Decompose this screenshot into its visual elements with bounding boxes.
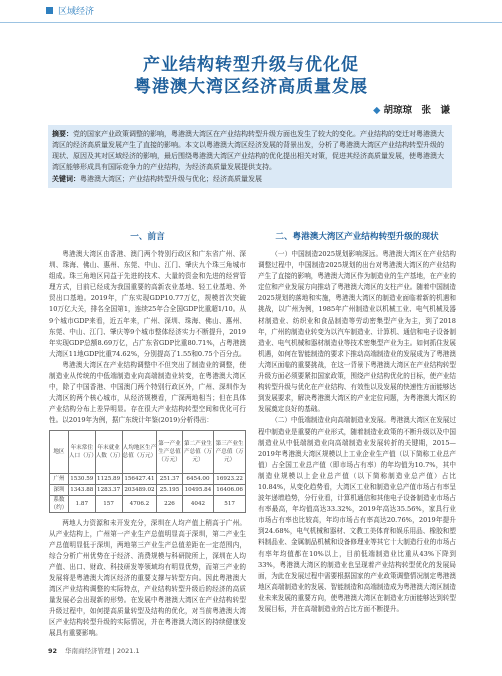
data-table (49, 430, 246, 513)
diamond-icon: ◆ (373, 105, 381, 116)
table-cell: 157 (95, 495, 122, 512)
article-title-line2: 粤港澳大湾区经济高质量发展 (134, 77, 368, 97)
page-number: 92 (48, 647, 58, 655)
left-column (49, 229, 246, 640)
table-row (50, 495, 246, 512)
author-names: 胡琼琼 张 谦 (383, 105, 450, 116)
table-cell: 6454.00 (182, 473, 214, 484)
abstract-box (48, 125, 452, 188)
table-cell: 4042 (182, 495, 214, 512)
table-cell: 203489.02 (122, 484, 157, 495)
article-title-line1: 产业结构转型升级与优化促 (143, 55, 359, 75)
right-column (258, 229, 456, 615)
section-marker (46, 7, 53, 14)
keywords-content: 粤港澳大湾区；产业结构转型升级与优化；经济高质量发展 (80, 175, 262, 183)
table-row (50, 484, 246, 495)
paragraph: （二）中低端制造业向高端制造业发展。粤港澳大湾区在发展过程中制造业是重要的产业形式，随着制造业政策的不断升级以及中国制造业从中低端制造业向高端制造业发展转折的关键期，2015—2019年粤港澳大湾区规模以上工业企业生产值（以下简称工业总产值）占全国工业总产值（即市场占有率）的年均值为10.7%，其中制造业规模以上企业总产值（以下简称制造业总产值）占比10.84%，从变化趋势看，大湾区工业和制造业总产值市场占有率呈波年递增趋势，分行业看，计算机通信和其他电子设备制造业市场占有率最高，年均值高达33.32%，2019年高达35.56%，家具行业市场占有率也比较高，年均市场占有率高达20.76%，2019年提升到24.68%，电气机械和器材、文教工美体育和娱乐用品、橡胶和塑料制品业、金属制品机械和设备修理业等其它十大制造行业的市场占有率年均值都在10%以上，目前低端制造业比重从43%下降到33%，粤港澳大湾区的制造业也呈现着产业结构转型优化的发展局面，为此在发展过程中需要根据国家的产业政策调整情况制定粤港澳地区高端制造业的发展、智能制造和高端制造成为粤港澳大湾区制造业未来发展的重要方向，使粤港澳大湾区在制造业方面能够达到转型发展目标，并在高端制造业的占比方面不断提升。 (258, 416, 456, 613)
table-cell: 1125.89 (95, 473, 122, 484)
table-cell: 156427.41 (122, 473, 157, 484)
abstract-label: 摘要： (52, 129, 73, 138)
table-cell: 16923.22 (214, 473, 246, 484)
keywords (52, 173, 448, 185)
paragraph: （一）中国制造2025规划影响深远。粤港澳大湾区在产业结构调整过程中，中国制造2025规划的出台对粤港澳大湾区的产业结构产生了直接的影响，粤港澳大湾区作为制造业的生产基地，在产业的定位和产业发展方向推动了粤港澳大湾区的支柱产业。随着中国制造2025规划的落地和实施，粤港澳大湾区的制造业面临着新的机遇和挑战，以广州为例，1985年广州制造业以机械工业、电气机械及器材制造业、纺织业和食品制造等劳动密集型产业为主，到了2018年，广州的制造业转变为以汽车制造业、计算机、通信和电子设备制造业、电气机械和器材制造业等技术密集型产业为主。如何抓住发展机遇，如何在智能制造的要求下推动高端制造业的发展成为了粤港澳大湾区面临的重要挑战，在这一背景下粤港澳大湾区在产业结构转型升级方面必须要紧扣国家政策，围绕产业结构优化的目标，使产业结构转型升级与优化在产业结构、有效性以及发展的快速性方面能够达到发展要求，解决粤港澳大湾区的产业定位问题，为粤港澳大湾区的发展奠定良好的基础。 (258, 250, 456, 414)
paragraph: 两地人力资源和未开发充分，深圳在人均产值上稍高于广州。从产业结构上，广州第一产业生产总值明显高于深圳，第二产业生产总值明显低于深圳，两地第三产业生产总值差距在一定范围内，综合分析广州优势在于经济、消费规模与科研院所上，深圳在人均产值、出口、财政、科技研发等领域均有明显优势，而第三产业的发展将是粤港澳大湾区经济的重要支撑与转型方向。因此粤港澳大湾区产业结构调整的实际特点，产业结构转型升级后的经济的高质量发展必会出现新的形势。在发展中粤港澳大湾区在产业结构转型升级过程中，如何提高质量转型及结构的优化，对当前粤港澳大湾区产业结构转型升级的实际情况，并在粤港澳大湾区的持续健康发展具有重要影响。 (49, 518, 246, 638)
page-header (0, 0, 502, 22)
table-cell: 226 (157, 495, 182, 512)
table-header-cell: 年末常住人口（万） (68, 430, 95, 473)
journal-name: 华南商经济管理 | 2021.1 (65, 647, 140, 655)
table-header-cell: 年末就业人数（万） (95, 430, 122, 473)
section-heading-intro: 一、前言 (130, 232, 165, 242)
table-cell: 517 (214, 495, 246, 512)
abstract-content: 党的国家产业政策调整的影响，粤港澳大湾区在产业结构转型升级方面也发生了较大的变化。产业结构的变迁对粤港澳大湾区的经济高质量发展产生了直接的影响。本文以粤港澳大湾区经济发展的背景出发，分析了粤港澳大湾区产业结构转型升级的现状、原因及其对区域经济的影响，最后围绕粤港澳大湾区产业结构的优化提出相关对策，促进其经济高质量发展，使粤港澳大湾区能够形成具有国际竞争力的产业结构，为经济高质量发展提供支持。 (52, 130, 444, 171)
table-cell: 4706.2 (122, 495, 157, 512)
table-header-cell: 第二产业生产总值（万元） (182, 430, 214, 473)
header-rule (0, 22, 502, 23)
table-row (50, 473, 246, 484)
section-label: 区域经济 (58, 7, 95, 17)
table-cell: 1.87 (68, 495, 95, 512)
table-cell: 深圳 (50, 484, 69, 495)
page-footer (48, 646, 140, 655)
table-cell: 251.37 (157, 473, 182, 484)
table-cell: 1283.37 (95, 484, 122, 495)
table-cell: 16406.06 (214, 484, 246, 495)
abstract-text (52, 128, 448, 173)
table-cell: 系数（约） (50, 496, 68, 511)
table-cell: 25.195 (157, 484, 182, 495)
table-header-cell: 第三产业生产总值（万元） (214, 430, 246, 473)
table-header-cell: 人均地区生产总值（万元） (122, 430, 157, 473)
paragraph: 粤港澳大湾区在产业结构调整中不但突出了制造业的调整，使制造业从传统的中低端制造业向高端制造业转变，在粤港澳大湾区中，除了中国香港、中国澳门两个特别行政区外，广州、深圳作为大湾区的两个核心城市，从经济规模看，广深两地相当；但在具体产业结构分布上差异明显。存在很大产业结构转型空间和优化可行性。以2019年为例，据广东统计年鉴(2019)分析得出： (49, 360, 246, 425)
table-cell: 10495.84 (182, 484, 214, 495)
table-cell: 1530.59 (68, 473, 95, 484)
article-authors (373, 102, 450, 116)
keywords-label: 关键词： (52, 174, 80, 183)
table-header-row (50, 430, 246, 473)
table-cell: 1343.88 (68, 484, 95, 495)
table-cell: 广州 (50, 473, 69, 484)
paragraph: 粤港澳大湾区由香港、澳门两个特别行政区和广东省广州、深圳、珠海、佛山、惠州、东莞、中山、江门、肇庆九个珠三角城市组成。珠三角地区同益于先进的技术、大量的资金和先进的经营管理方式，目前已经成为我国重要的高新农业基地、轻工业基地、外贸出口基地。2019年，广东实现GDP10.77万亿，规模首次突破10万亿大关，排名全国第1，连续25年合全国GDP比重超1/10。从9个城市GDP来看，近五年来，广州、深圳、珠海、佛山、惠州、东莞、中山、江门、肇庆等9个城市整体经济实力不断提升，2019年实现GDP总额8.69万亿，占广东省GDP比重80.71%，占粤港澳大湾区11地GDP比重74.62%，分别提高了1.55和0.75个百分点。 (49, 250, 246, 358)
table-header-cell: 第一产业生产总值（万元） (157, 430, 182, 473)
section-heading-status: 二、粤港澳大湾区产业结构转型升级的现状 (275, 232, 439, 242)
table-header-cell: 地区 (50, 430, 69, 473)
